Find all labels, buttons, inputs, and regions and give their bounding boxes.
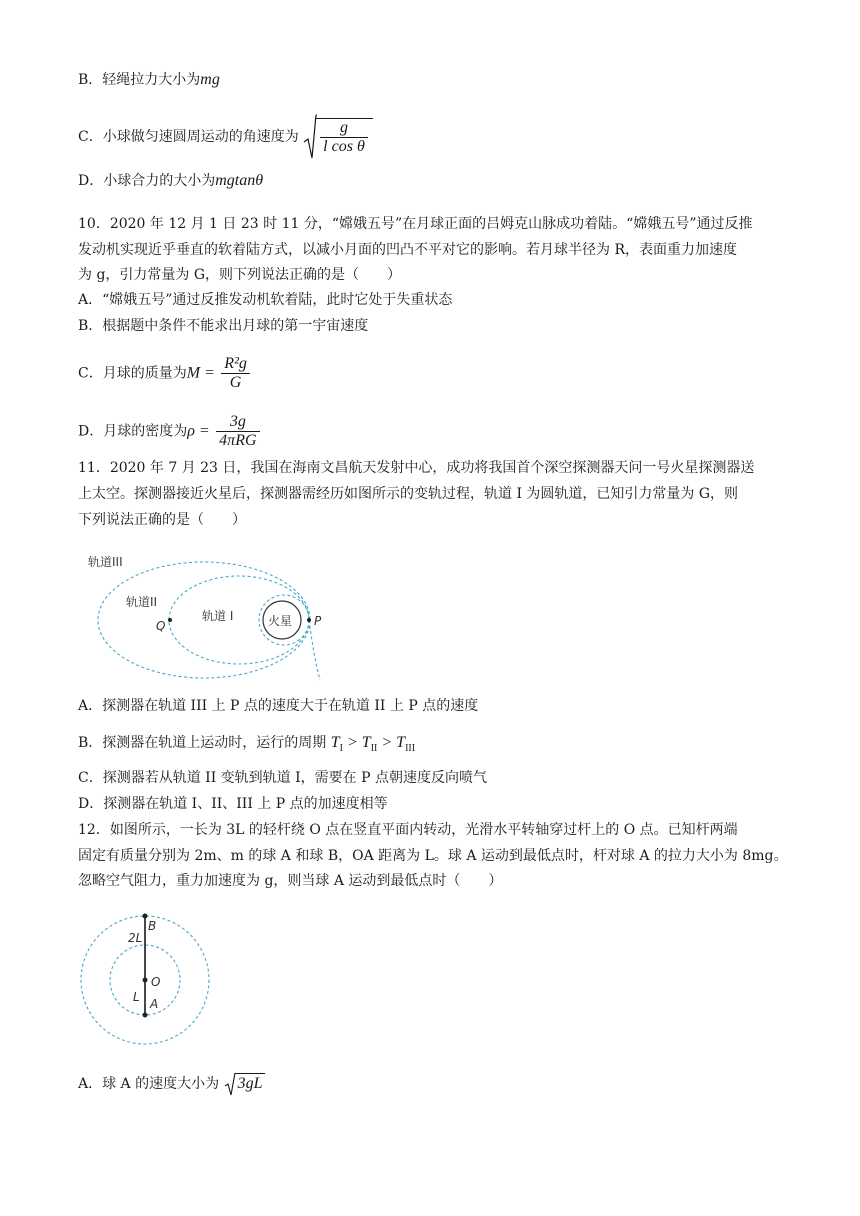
q10-stem-line-1: 10．2020 年 12 月 1 日 23 时 11 分，“嫦娥五号”在月球正面的吕姆克山脉成功着陆。“嫦娥五号”通过反推 (78, 216, 753, 232)
ball-a-dot (143, 1013, 148, 1018)
q10-option-c-num: R²g (224, 355, 247, 372)
q10-option-d-lhs: ρ = (187, 422, 210, 440)
q11-option-b (78, 733, 415, 759)
q12-option-a-sqrt (224, 1072, 266, 1096)
point-q-dot (168, 618, 172, 622)
q10-option-c (78, 355, 252, 392)
q10-option-b: B．根据题中条件不能求出月球的第一宇宙速度 (78, 318, 369, 334)
orbit-diagram-svg (82, 548, 342, 688)
label-orbit-1: 轨道 I (202, 609, 234, 623)
q10-stem-line-3: 为 g，引力常量为 G，则下列说法正确的是（ ） (78, 267, 402, 283)
label-mars: 火星 (268, 614, 293, 628)
q10-option-c-fraction (221, 355, 250, 392)
q11-option-c: C．探测器若从轨道 II 变轨到轨道 I，需要在 P 点朝速度反向喷气 (78, 770, 487, 786)
q10-option-d-num: 3g (229, 413, 246, 430)
q9-option-d-text: D．小球合力的大小为 (78, 173, 216, 189)
q9-option-c-text: C．小球做匀速圆周运动的角速度为 (78, 129, 299, 145)
q10-option-c-den: G (221, 373, 250, 392)
label-l: L (133, 990, 140, 1004)
q9-option-c-den: l cos θ (320, 137, 368, 156)
rod-diagram-svg (78, 910, 218, 1050)
q9-option-b (78, 70, 220, 90)
q9-option-b-text: B．轻绳拉力大小为 (78, 72, 201, 88)
label-orbit-2: 轨道II (126, 595, 158, 609)
q10-option-d-text: D．月球的密度为 (78, 423, 188, 440)
q10-stem-line-2: 发动机实现近乎垂直的软着陆方式，以减小月面的凹凸不平对它的影响。若月球半径为 R，表面重力加速度 (78, 242, 737, 258)
pivot-o-dot (143, 978, 148, 983)
q10-option-c-lhs: M = (186, 364, 215, 382)
q10-option-d (78, 413, 262, 450)
q11-stem-line-3: 下列说法正确的是（ ） (78, 512, 246, 528)
q11-option-b-text: B．探测器在轨道上运动时，运行的周期 (78, 735, 327, 751)
label-p: P (314, 614, 322, 628)
q11-stem-line-2: 上太空。探测器接近火星后，探测器需经历如图所示的变轨过程，轨道 I 为圆轨道，已知引力常量为 G，则 (78, 486, 739, 502)
q11-orbit-diagram (82, 548, 342, 692)
label-b: B (148, 919, 157, 933)
q11-option-b-math: $T_I > T_{II} > T_{III}$ (330, 734, 416, 755)
label-orbit-3: 轨道III (88, 555, 123, 569)
q9-option-d (78, 171, 263, 191)
q11-option-a: A．探测器在轨道 III 上 P 点的速度大于在轨道 II 上 P 点的速度 (78, 698, 479, 714)
label-2l: 2L (128, 931, 143, 945)
label-q: Q (156, 619, 166, 633)
label-a: A (150, 997, 159, 1011)
q12-stem-line-1: 12．如图所示，一长为 3L 的轻杆绕 O 点在竖直平面内转动，光滑水平转轴穿过杆上的 O 点。已知杆两端 (78, 822, 738, 838)
q12-stem-line-2: 固定有质量分别为 2m、m 的球 A 和球 B，OA 距离为 L。球 A 运动到最低点时，杆对球 A 的拉力大小为 8mg。 (78, 848, 788, 864)
q10-option-d-den: 4πRG (216, 431, 259, 450)
q9-option-c-num: g (339, 119, 348, 136)
q12-option-a (78, 1072, 265, 1096)
q9-option-c (78, 114, 373, 160)
q12-stem-line-3: 忽略空气阻力，重力加速度为 g，则当球 A 运动到最低点时（ ） (78, 873, 503, 889)
point-p-dot (307, 618, 311, 622)
q9-option-c-sqrt (303, 114, 373, 160)
q12-option-a-radicand: 3gL (235, 1073, 266, 1094)
q9-option-b-math: mg (200, 71, 220, 88)
label-o: O (151, 975, 161, 989)
q10-option-c-text: C．月球的质量为 (78, 365, 187, 382)
approach-path (309, 620, 320, 680)
q11-option-d: D．探测器在轨道 I、II、III 上 P 点的加速度相等 (78, 796, 388, 812)
q12-option-a-text: A．球 A 的速度大小为 (78, 1076, 220, 1092)
ball-b-dot (143, 914, 148, 919)
q11-stem-line-1: 11．2020 年 7 月 23 日，我国在海南文昌航天发射中心，成功将我国首个深空探测器天问一号火星探测器送 (78, 460, 755, 476)
q10-option-d-fraction (216, 413, 259, 450)
q9-option-d-math: mgtanθ (215, 172, 264, 189)
q10-option-a: A．“嫦娥五号”通过反推发动机软着陆，此时它处于失重状态 (78, 292, 453, 308)
q12-rod-diagram (78, 910, 218, 1054)
